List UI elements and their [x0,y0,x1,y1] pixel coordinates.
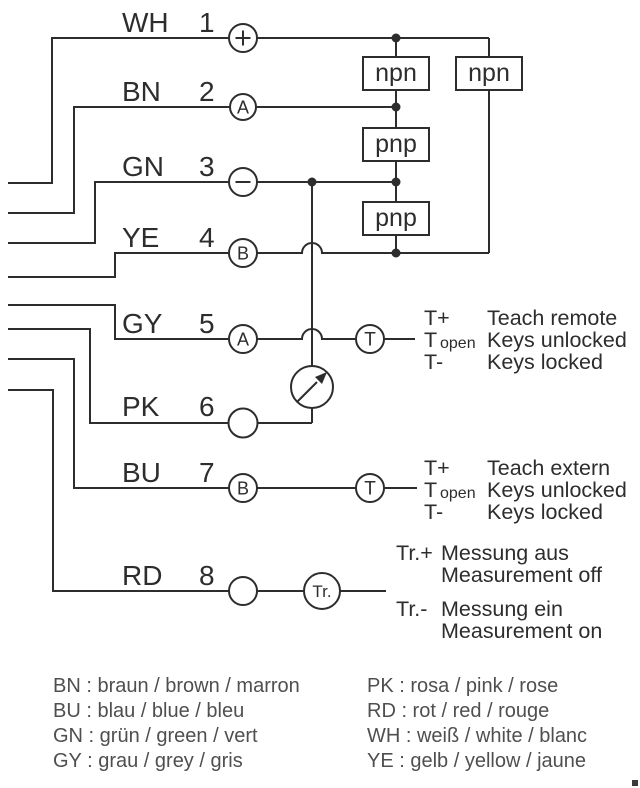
output-column-1 [363,38,429,253]
pin-circle-empty [229,577,257,605]
annotation-trigger [396,541,602,643]
pnp-box-label: pnp [375,204,417,232]
legend-entry-wh: WH : weiß / white / blanc [367,725,588,747]
wire-color-label: BU [122,457,161,488]
description-en: Measurement off [441,563,602,587]
pin-terminal-letter: B [236,243,250,264]
term: T [424,328,438,352]
term: T- [424,350,444,374]
npn-box-label: npn [375,59,417,87]
color-code-legend [53,675,587,772]
output-column-2 [456,38,522,253]
wire-rd-line [8,390,386,591]
description: Keys unlocked [487,478,627,502]
term: T- [424,500,444,524]
pin-terminal-letter: B [236,478,250,499]
wire-color-label: PK [122,391,160,422]
wire-color-label: GN [122,151,164,182]
wire-color-label: BN [122,76,161,107]
wire-pin-number: 2 [199,76,215,107]
legend-entry-gy: GY : grau / grey / gris [53,750,243,772]
wire-pin-number: 6 [199,391,215,422]
term-subscript: open [440,485,476,502]
npn-box-label: npn [468,59,510,87]
annotation-teach-remote [424,306,627,374]
teach-circle-letter: T [364,478,376,500]
wire-color-label: YE [122,222,160,253]
description: Keys locked [487,500,603,524]
junction-dot [308,178,317,187]
term: Tr.- [396,597,428,621]
pin-terminal-letter: A [236,97,250,118]
corner-artifact [632,780,638,786]
term: Tr.+ [396,541,433,565]
description-de: Messung aus [441,541,569,565]
junction-dot [392,103,401,112]
description: Teach extern [487,456,611,480]
wire-bu-7 [8,359,417,502]
description: Keys unlocked [487,328,627,352]
wire-pin-number: 5 [199,308,215,339]
wire-pin-number: 3 [199,151,215,182]
legend-entry-rd: RD : rot / red / rouge [367,700,550,722]
analog-meter-branch [291,182,333,423]
legend-entry-pk: PK : rosa / pink / rose [367,675,559,697]
junction-dot [392,249,401,258]
junction-dot [392,34,401,43]
wire-pin-number: 8 [199,560,215,591]
term: T+ [424,456,450,480]
legend-entry-bn: BN : braun / brown / marron [53,675,300,697]
wire-color-label: GY [122,308,163,339]
annotation-teach-extern [424,456,627,524]
term: T [424,478,438,502]
teach-circle-letter: T [364,329,376,351]
wire-color-label: WH [122,7,169,38]
wire-color-label: RD [122,560,163,591]
pnp-box-label: pnp [375,130,417,158]
description: Teach remote [487,306,618,330]
term: T+ [424,306,450,330]
junction-dot [392,178,401,187]
description: Keys locked [487,350,603,374]
wire-pin-number: 4 [199,222,215,253]
description-en: Measurement on [441,619,603,643]
legend-entry-gn: GN : grün / green / vert [53,725,258,747]
wire-pin-number: 1 [199,7,215,38]
trigger-circle-letter: Tr. [312,582,332,601]
pin-terminal-letter: A [236,329,250,350]
description-de: Messung ein [441,597,563,621]
wire-bn-2 [8,76,396,213]
legend-entry-bu: BU : blau / blue / bleu [53,700,245,722]
legend-entry-ye: YE : gelb / yellow / jaune [367,750,587,772]
term-subscript: open [440,335,476,352]
wire-pin-number: 7 [199,457,215,488]
pin-circle-empty [229,409,258,438]
